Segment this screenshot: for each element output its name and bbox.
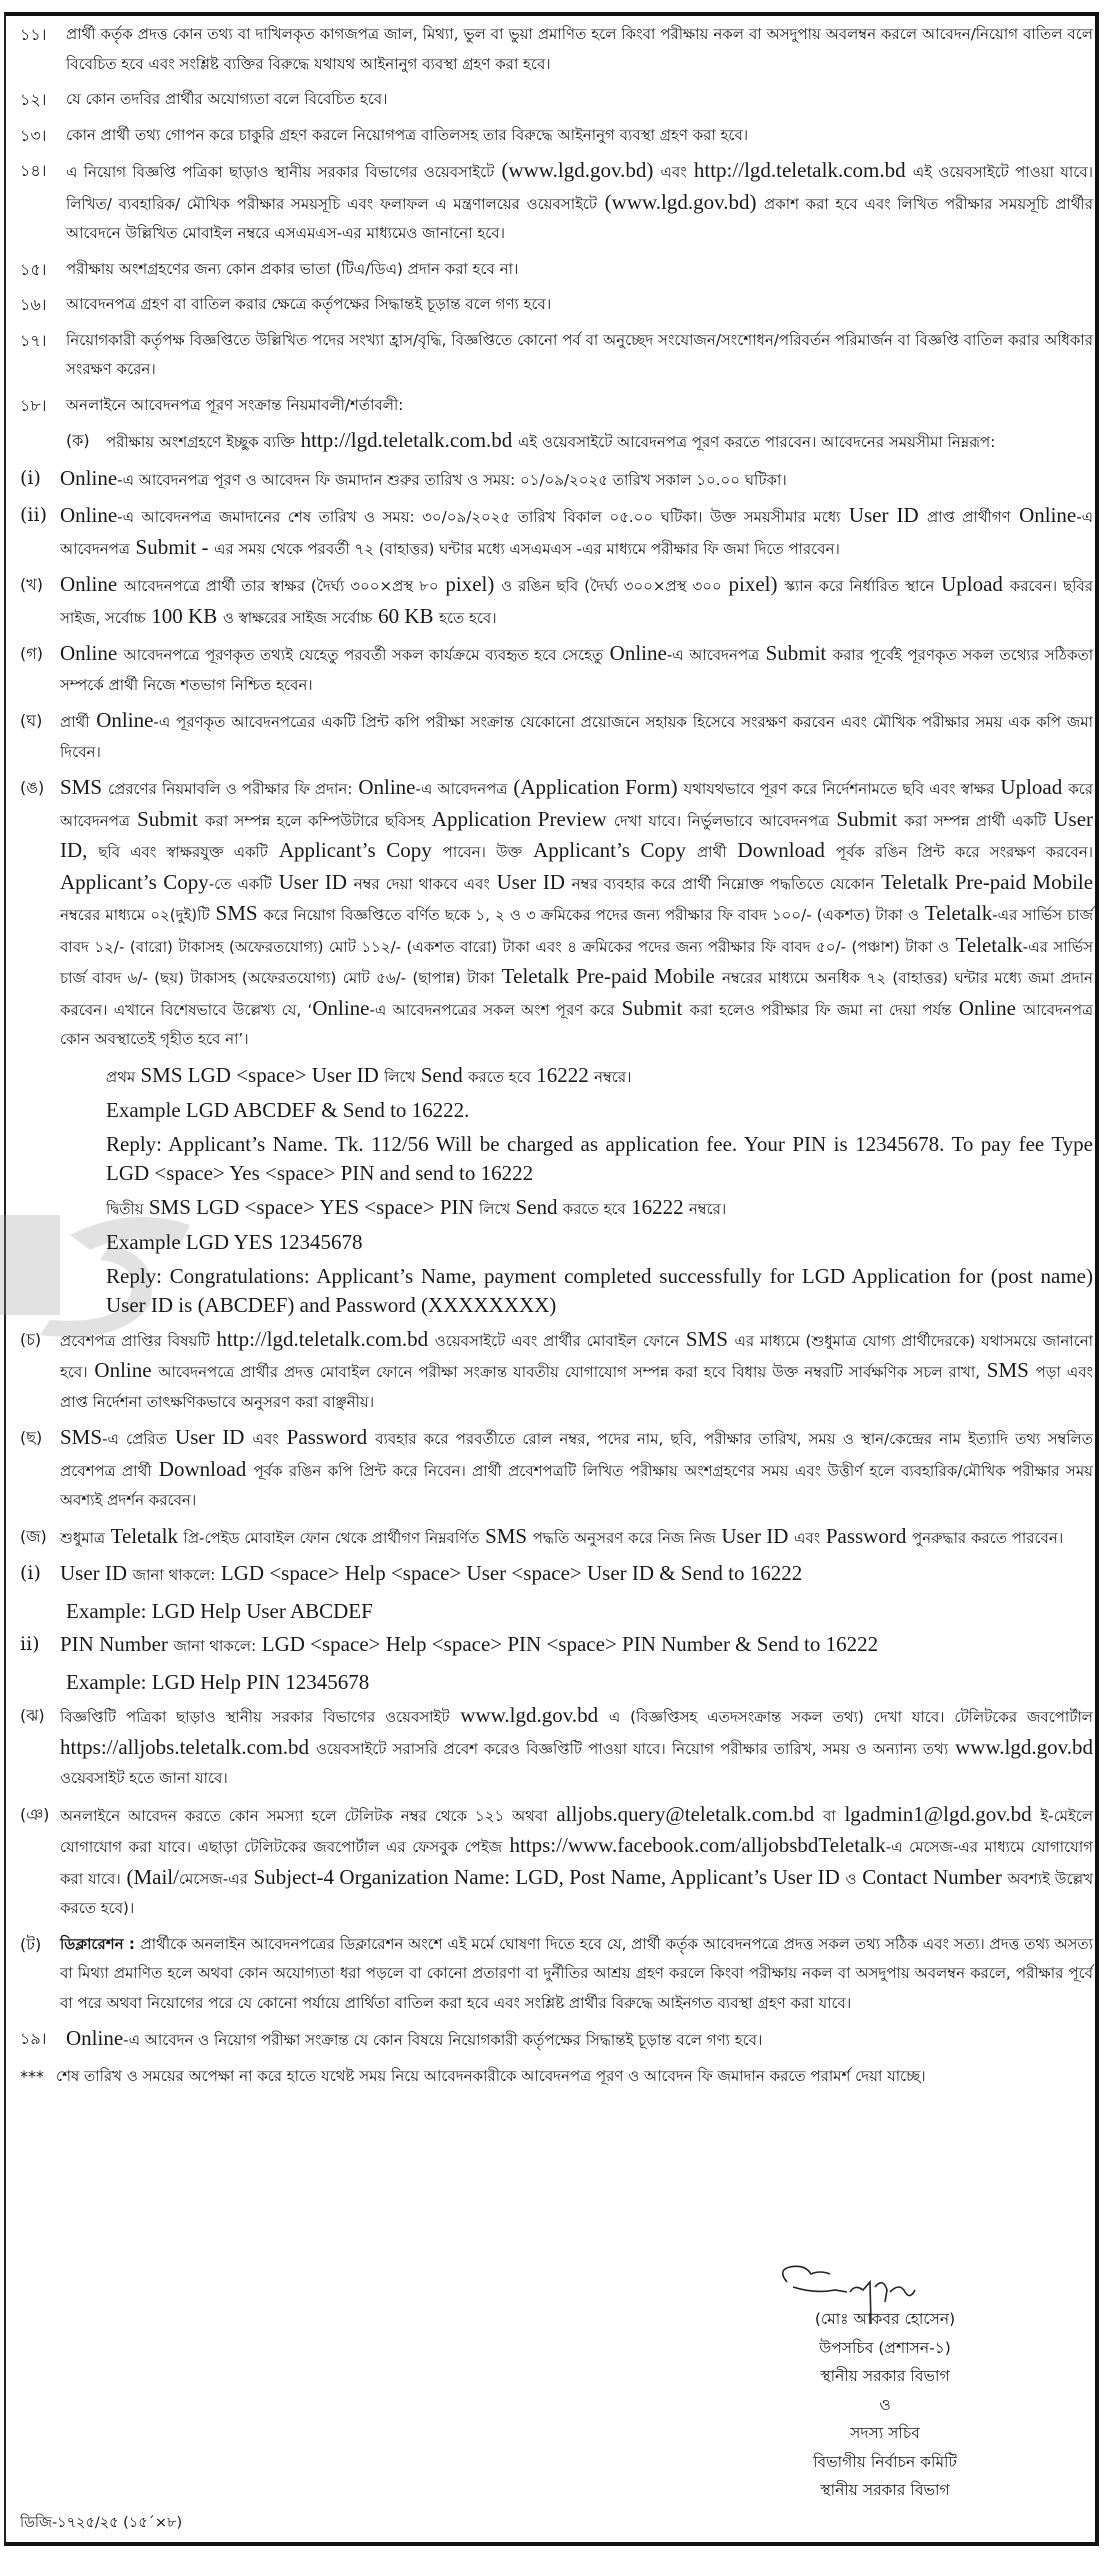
clause-11 <box>20 20 1093 79</box>
advertisement-code: ডিজি-১৭২৫/২৫ (১৫´×৮) <box>20 2515 183 2531</box>
signatory-committee: বিভাগীয় নির্বাচন কমিটি <box>813 2452 957 2471</box>
clause-16 <box>20 290 1093 320</box>
recover-pin-example: Example: LGD Help PIN 12345678 <box>66 1669 370 1694</box>
lgd-admin-email-link[interactable]: lgadmin1@lgd.gov.bd <box>844 1801 1032 1826</box>
sms-second-instruction: দ্বিতীয় SMS LGD <space> YES <space> PIN লিখে Send করতে হবে 16222 নম্বরে। <box>106 1194 727 1219</box>
sms-second-reply: Reply: Congratulations: Applicant’s Name, payment completed successfully for LGD Application for (post name) User ID is (ABCDEF) and Password (XXXXXXXX) <box>106 1263 1093 1317</box>
clause-13 <box>20 121 1093 151</box>
clause-number: ১৭। <box>20 330 47 350</box>
subclause-ta-declaration: (ট) ডিক্লারেশন : প্রার্থীকে অনলাইন আবেদনপত্রের ডিক্লারেশন অংশে এই মর্মে ঘোষণা দিতে হবে যে, প্রার্থী কর্তৃক আবেদনপত্রে প্রদত্ত সকল তথ্য সঠিক এবং সত্য। প্রদত্ত তথ্য অসত্য বা মিথ্যা প্রমাণিত হলে অথবা কোন অযোগ্যতা ধরা পড়লে বা কোনো প্রতারণা বা দুর্নীতির আশ্রয় গ্রহণ করলে কিংবা পরীক্ষায় নকল বা অসদুপায় অবলম্বন করলে, পরীক্ষার পূর্বে বা পরে অথবা নিয়োগের পরে যে কোনো পর্যায়ে প্রার্থিতা বাতিল করা হবে এবং সংশ্লিষ্ট প্রার্থীর বিরুদ্ধে আইনগত ব্যবস্থা গ্রহণ করা যাবে। <box>20 1934 1093 2012</box>
lgd-website-link[interactable]: www.lgd.gov.bd <box>460 1703 599 1727</box>
clause-number: ১৯। <box>20 2029 47 2048</box>
clause-text: নিয়োগকারী কর্তৃপক্ষ বিজ্ঞপ্তিতে উল্লিখিত পদের সংখ্যা হ্রাস/বৃদ্ধি, বিজ্ঞপ্তিতে কোনো পর্ব বা অনুচ্ছেদ সংযোজন/সংশোধন/পরিবর্তন পরিমার্জন বা বিজ্ঞপ্তি বাতিল করার অধিকার সংরক্ষণ করেন। <box>66 330 1093 378</box>
clause-number: ১৬। <box>20 295 47 314</box>
clause-text: অনলাইনে আবেদনপত্র পূরণ সংক্রান্ত নিয়মাবলী/শর্তাবলী: <box>66 395 404 414</box>
signatory-designation-2: সদস্য সচিব <box>850 2424 920 2442</box>
sms-first-instruction: প্রথম SMS LGD <space> User ID লিখে Send করতে হবে 16222 নম্বরে। <box>106 1062 632 1087</box>
subclause-ja: (জ) শুধুমাত্র Teletalk প্রি-পেইড মোবাইল ফোন থেকে প্রার্থীগণ নিম্নবর্ণিত SMS পদ্ধতি অনুসরণ করে নিজ নিজ User ID এবং Password পুনরুদ্ধার করতে পারবেন। <box>20 1523 1064 1548</box>
subclause-kha: (খ) Online আবেদনপত্রে প্রার্থী তার স্বাক্ষর (দৈর্ঘ্য ৩০০×প্রস্থ ৮০ pixel) ও রঙিন ছবি (দৈর্ঘ্য ৩০০×প্রস্থ ৩০০ pixel) স্ক্যান করে নির্ধারিত স্থানে Upload করবেন। ছবির সাইজ, সর্বোচ্চ 100 KB ও স্বাক্ষরের সাইজ সর্বোচ্চ 60 KB হতে হবে। <box>20 572 1094 628</box>
sms-first-reply: Reply: Applicant’s Name. Tk. 112/56 Will be charged as application fee. Your PIN is 12345678. To pay fee Type LGD <space> Yes <space> PIN and send to 16222 <box>106 1131 1093 1185</box>
clause-number: ১২। <box>20 90 47 109</box>
sms-first-example: Example LGD ABCDEF & Send to 16222. <box>106 1098 470 1122</box>
signatory-office-2: স্থানীয় সরকার বিভাগ <box>820 2481 950 2499</box>
clause-15 <box>20 255 1093 285</box>
clause-number: ১১। <box>20 25 47 44</box>
lgd-website-link[interactable]: (www.lgd.gov.bd) <box>501 158 654 182</box>
note-mark: *** <box>20 2066 44 2086</box>
clause-17 <box>20 326 1093 385</box>
subclause-jha: (ঝ) বিজ্ঞপ্তিটি পত্রিকা ছাড়াও স্থানীয় সরকার বিভাগের ওয়েবসাইট www.lgd.gov.bd এ (বিজ্ঞপ্তিসহ এতদসংক্রান্ত সকল তথ্য) দেখা যাবে। টেলিটকের জবপোর্টাল https://alljobs.teletalk.com.bd ওয়েবসাইটে সরাসরি প্রবেশ করেও বিজ্ঞপ্তিটি পাওয়া যাবে। নিয়োগ পরীক্ষার তারিখ, সময় ও অন্যান্য তথ্য www.lgd.gov.bd ওয়েবসাইট হতে জানা যাবে। <box>20 1703 1093 1787</box>
clause-text: পরীক্ষায় অংশগ্রহণের জন্য কোন প্রকার ভাতা (টিএ/ডিএ) প্রদান করা হবে না। <box>66 259 519 278</box>
recover-pin: ii) PIN Number জানা থাকলে: LGD <space> Help <space> PIN <space> PIN Number & Send to 16222 <box>20 1632 879 1656</box>
signatory-name: (মোঃ আকবর হোসেন) <box>814 2310 956 2328</box>
subclause-ga: (গ) Online আবেদনপত্রে পূরণকৃত তথ্যই যেহেতু পরবর্তী সকল কার্যক্রমে ব্যবহৃত হবে সেহেতু Online-এ আবেদনপত্র Submit করার পূর্বেই পূরণকৃত সকল তথ্যের সঠিকতা সম্পর্কে প্রার্থী নিজে শতভাগ নিশ্চিত হবেন। <box>20 641 1094 694</box>
facebook-page-link[interactable]: https://www.facebook.com/alljobsbdTeletalk <box>509 1833 886 1857</box>
clause-text: কোন প্রার্থী তথ্য গোপন করে চাকুরি গ্রহণ করলে নিয়োগপত্র বাতিলসহ তার বিরুদ্ধে আইনানুগ ব্যবস্থা গ্রহণ করা হবে। <box>66 125 749 144</box>
clause-text: প্রার্থী কর্তৃক প্রদত্ত কোন তথ্য বা দাখিলকৃত কাগজপত্র জাল, মিথ্যা, ভুল বা ভুয়া প্রমাণিত হলে কিংবা পরীক্ষায় নকল বা অসদুপায় অবলম্বন করলে আবেদন/নিয়োগ বাতিল বলে বিবেচিত হবে এবং সংশ্লিষ্ট ব্যক্তির বিরুদ্ধে যথাযথ আইনানুগ ব্যবস্থা গ্রহণ করা হবে। <box>66 25 1093 73</box>
sms-second-example: Example LGD YES 12345678 <box>106 1230 363 1254</box>
subclause-chha: (ছ) SMS-এ প্রেরিত User ID এবং Password ব্যবহার করে পরবর্তীতে রোল নম্বর, পদের নাম, ছবি, পরীক্ষার তারিখ, সময় ও স্থান/কেন্দ্রের নাম ইত্যাদি তথ্য সম্বলিত প্রবেশপত্র প্রার্থী Download পূর্বক রঙিন কপি প্রিন্ট করে নিবেন। প্রার্থী প্রবেশপত্রটি লিখিত পরীক্ষায় অংশগ্রহণের সময় এবং উত্তীর্ণ হলে ব্যবহারিক/মৌখিক পরীক্ষার সময় অবশ্যই প্রদর্শন করবেন। <box>20 1425 1094 1509</box>
clause-number: ১৮। <box>20 395 47 415</box>
subclause-nya: (ঞ) অনলাইনে আবেদন করতে কোন সমস্যা হলে টেলিটক নম্বর থেকে ১২১ অথবা alljobs.query@teletalk.com.bd বা lgadmin1@lgd.gov.bd ই-মেইলে যোগাযোগ করা যাবে। এছাড়া টেলিটকের জবপোর্টাল এর ফেসবুক পেইজ https://www.facebook.com/alljobsbdTeletalk-এ মেসেজ-এর মাধ্যমে যোগাযোগ করা যাবে। (Mail/মেসেজ-এর Subject-4 Organization Name: LGD, Post Name, Applicant’s User ID ও Contact Number অবশ্যই উল্লেখ করতে হবে)। <box>20 1801 1094 1917</box>
subclause-start-date: (i) Online-এ আবেদনপত্র পূরণ ও আবেদন ফি জমাদান শুরুর তারিখ ও সময়: ০১/০৯/২০২৫ তারিখ সকাল ১০.০০ ঘটিকা। <box>20 465 787 490</box>
clause-text: যে কোন তদবির প্রার্থীর অযোগ্যতা বলে বিবেচিত হবে। <box>66 90 388 108</box>
subclause-ka: (ক) পরীক্ষায় অংশগ্রহণে ইচ্ছুক ব্যক্তি http://lgd.teletalk.com.bd এই ওয়েবসাইটে আবেদনপত্র পূরণ করতে পারবেন। আবেদনের সময়সীমা নিম্নরূপ: <box>66 428 996 452</box>
recover-user-id: (i) User ID জানা থাকলে: LGD <space> Help <space> User <space> User ID & Send to 16222 <box>20 1561 803 1585</box>
lgd-website-link[interactable]: www.lgd.gov.bd <box>955 1734 1093 1759</box>
signature-block <box>770 2305 1000 2505</box>
notice-body <box>20 20 1093 2097</box>
teletalk-website-link[interactable]: http://lgd.teletalk.com.bd <box>216 1326 429 1351</box>
signatory-office: স্থানীয় সরকার বিভাগ <box>820 2367 950 2385</box>
clause-text: আবেদনপত্র গ্রহণ বা বাতিল করার ক্ষেত্রে কর্তৃপক্ষের সিদ্ধান্তই চূড়ান্ত বলে গণ্য হবে। <box>66 295 552 313</box>
alljobs-email-link[interactable]: alljobs.query@teletalk.com.bd <box>556 1801 815 1826</box>
clause-number: ১৩। <box>20 125 47 145</box>
alljobs-portal-link[interactable]: https://alljobs.teletalk.com.bd <box>60 1734 310 1759</box>
clause-19: ১৯। Online-এ আবেদন ও নিয়োগ পরীক্ষা সংক্রান্ত যে কোন বিষয়ে নিয়োগকারী কর্তৃপক্ষের সিদ্ধান্তই চূড়ান্ত বলে গণ্য হবে। <box>20 2024 1093 2056</box>
subclause-uma-sms-fee: (ঙ) SMS প্রেরণের নিয়মাবলি ও পরীক্ষার ফি প্রদান: Online-এ আবেদনপত্র (Application Form) যথাযথভাবে পূরণ করে নির্দেশনামতে ছবি এবং স্বাক্ষর Upload করে আবেদনপত্র Submit করা সম্পন্ন হলে কম্পিউটারে ছবিসহ Application Preview দেখা যাবে। নির্ভুলভাবে আবেদনপত্র Submit করা সম্পন্ন প্রার্থী একটি User ID, ছবি এবং স্বাক্ষরযুক্ত একটি Applicant’s Copy পাবেন। উক্ত Applicant’s Copy প্রার্থী Download পূর্বক রঙিন প্রিন্ট করে সংরক্ষণ করবেন। Applicant’s Copy-তে একটি User ID নম্বর দেয়া থাকবে এবং User ID নম্বর ব্যবহার করে প্রার্থী নিম্নোক্ত পদ্ধতিতে যেকোন Teletalk Pre-paid Mobile নম্বরের মাধ্যমে ০২(দুই)টি SMS করে নিয়োগ বিজ্ঞপ্তিতে বর্ণিত ছকে ১, ২ ও ৩ ক্রমিকের পদের জন্য পরীক্ষার ফি বাবদ ১০০/- (একশত) টাকা ও Teletalk-এর সার্ভিস চার্জ বাবদ ১২/- (বারো) টাকাসহ (অফেরতযোগ্য) মোট ১১২/- (একশত বারো) টাকা এবং ৪ ক্রমিকের পদের জন্য পরীক্ষার ফি বাবদ ৫০/- (পঞ্চাশ) টাকা ও Teletalk-এর সার্ভিস চার্জ বাবদ ৬/- (ছয়) টাকাসহ (অফেরতযোগ্য) মোট ৫৬/- (ছাপান্ন) টাকা Teletalk Pre-paid Mobile নম্বরের মাধ্যমে অনধিক ৭২ (বাহাত্তর) ঘন্টার মধ্যে জমা প্রদান করবেন। এখানে বিশেষভাবে উল্লেখ্য যে, ‘Online-এ আবেদনপত্রের সকল অংশ পূরণ করে Submit করা হলেও পরীক্ষার ফি জমা না দেয়া পর্যন্ত Online আবেদনপত্র কোন অবস্থাতেই গৃহীত হবে না’। <box>20 775 1094 1048</box>
subclause-cha: (চ) প্রবেশপত্র প্রাপ্তির বিষয়টি http://lgd.teletalk.com.bd ওয়েবসাইটে এবং প্রার্থীর মোবাইল ফোনে SMS এর মাধ্যমে (শুধুমাত্র যোগ্য প্রার্থীদেরকে) যথাসময়ে জানানো হবে। Online আবেদনপত্রে প্রার্থীর প্রদত্ত মোবাইল ফোনে পরীক্ষা সংক্রান্ত যাবতীয় যোগাযোগ সম্পন্ন করা হবে বিধায় উক্ত নম্বরটি সার্বক্ষণিক সচল রাখা, SMS পড়া এবং প্রাপ্ত নির্দেশনা তাৎক্ষণিকভাবে অনুসরণ করা বাঞ্ছনীয়। <box>20 1326 1094 1411</box>
lgd-website-link[interactable]: (www.lgd.gov.bd) <box>604 189 757 214</box>
signatory-conjunction: ও <box>879 2395 891 2414</box>
teletalk-website-link[interactable]: http://lgd.teletalk.com.bd <box>300 428 513 452</box>
subclause-gha: (ঘ) প্রার্থী Online-এ পূরণকৃত আবেদনপত্রের একটি প্রিন্ট কপি পরীক্ষা সংক্রান্ত যেকোনো প্রয়োজনে সহায়ক হিসেবে সংরক্ষণ করবেন এবং মৌখিক পরীক্ষার সময় এক কপি জমা দিবেন। <box>20 708 1093 761</box>
signatory-designation: উপসচিব (প্রশাসন-১) <box>819 2338 951 2357</box>
subclause-end-date: (ii) Online-এ আবেদনপত্র জমাদানের শেষ তারিখ ও সময়: ৩০/০৯/২০২৫ তারিখ বিকাল ০৫.০০ ঘটিকা। উক্ত সময়সীমার মধ্যে User ID প্রাপ্ত প্রার্থীগণ Online-এ আবেদনপত্র Submit - এর সময় থেকে পরবর্তী ৭২ (বাহাত্তর) ঘন্টার মধ্যে এসএমএস -এর মাধ্যমে পরীক্ষার ফি জমা দিতে পারবেন। <box>20 503 1094 559</box>
note-text: শেষ তারিখ ও সময়ের অপেক্ষা না করে হাতে যথেষ্ট সময় নিয়ে আবেদনকারীকে আবেদনপত্র পূরণ ও আবেদন ফি জমাদান করতে পরামর্শ দেয়া যাচ্ছে। <box>56 2066 926 2085</box>
recover-user-id-example: Example: LGD Help User ABCDEF <box>66 1598 373 1623</box>
clause-12 <box>20 85 1093 115</box>
clause-18 <box>20 391 1093 421</box>
clause-number: ১৫। <box>20 259 47 279</box>
teletalk-website-link[interactable]: http://lgd.teletalk.com.bd <box>693 158 906 182</box>
clause-number: ১৪। <box>20 161 47 180</box>
declaration-heading: ডিক্লারেশন : <box>60 1934 135 1953</box>
advisory-note <box>20 2062 1093 2092</box>
clause-14: ১৪। এ নিয়োগ বিজ্ঞপ্তি পত্রিকা ছাড়াও স্থানীয় সরকার বিভাগের ওয়েবসাইটে (www.lgd.gov.bd) এবং http://lgd.teletalk.com.bd এই ওয়েবসাইটে পাওয়া যাবে। লিখিত/ ব্যবহারিক/ মৌখিক পরীক্ষার সময়সূচি এবং ফলাফল এ মন্ত্রণালয়ের ওয়েবসাইটে (www.lgd.gov.bd) প্রকাশ করা হবে এবং লিখিত পরীক্ষার সময়সূচি প্রার্থীর আবেদনে উল্লিখিত মোবাইল নম্বরে এসএমএস-এর মাধ্যমেও জানানো হবে। <box>20 156 1093 249</box>
